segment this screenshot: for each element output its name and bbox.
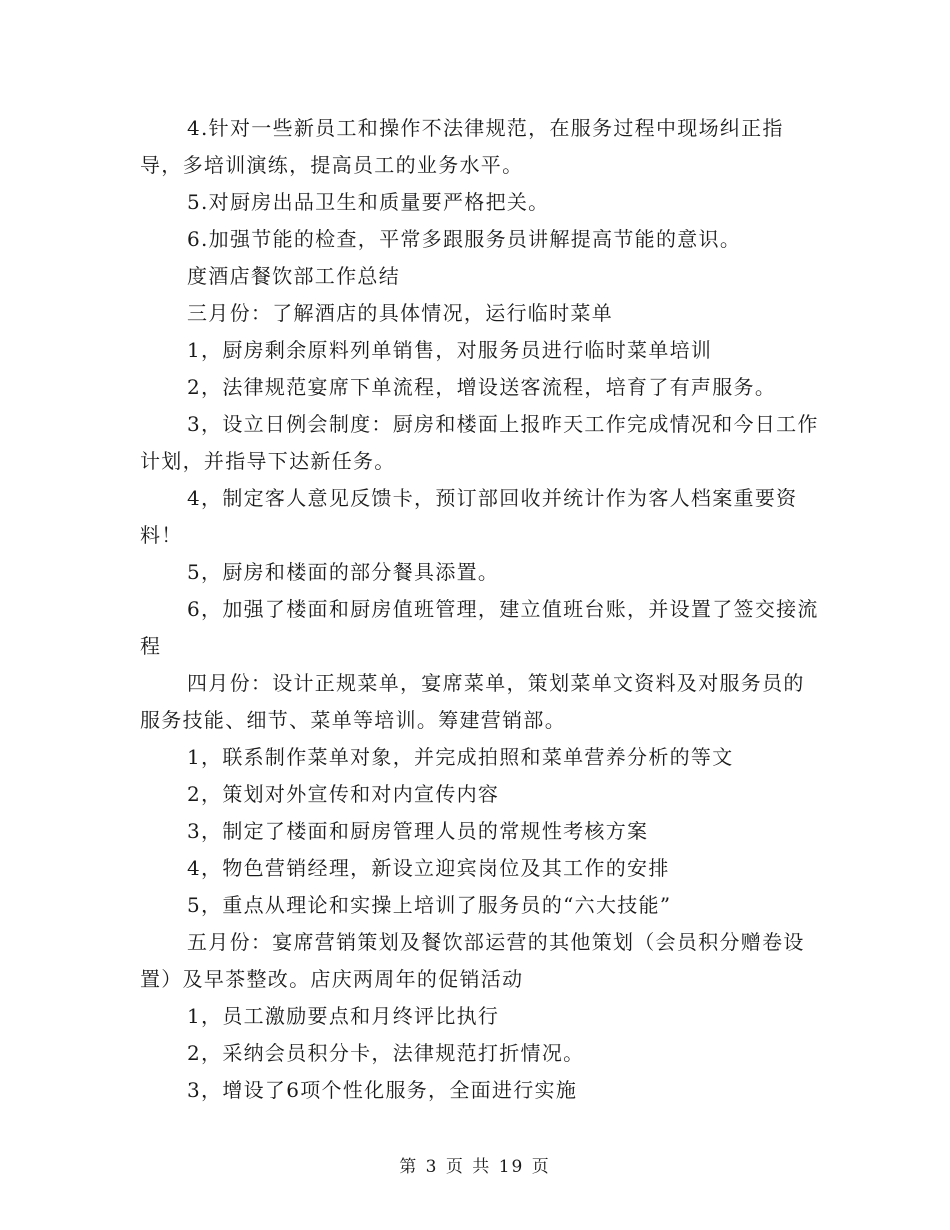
paragraph: 6，加强了楼面和厨房值班管理，建立值班台账，并设置了签交接流程: [140, 597, 819, 658]
paragraph: 3，增设了6项个性化服务，全面进行实施: [187, 1078, 578, 1102]
document-body: [140, 110, 820, 1109]
paragraph: 五月份：宴席营销策划及餐饮部运营的其他策划（会员积分赠卷设置）及早茶整改。店庆两周年的促销活动: [140, 930, 805, 991]
paragraph: 1，员工激励要点和月终评比执行: [187, 1004, 500, 1028]
paragraph: 6.加强节能的检查，平常多跟服务员讲解提高节能的意识。: [187, 227, 742, 251]
paragraph: 4.针对一些新员工和操作不法律规范，在服务过程中现场纠正指导，多培训演练，提高员工的业务水平。: [140, 116, 784, 177]
paragraph: 三月份：了解酒店的具体情况，运行临时菜单: [187, 301, 613, 325]
paragraph: 3，设立日例会制度：厨房和楼面上报昨天工作完成情况和今日工作计划，并指导下达新任务。: [140, 412, 819, 473]
paragraph: 2，采纳会员积分卡，法律规范打折情况。: [187, 1041, 585, 1065]
paragraph: 1，厨房剩余原料列单销售，对服务员进行临时菜单培训: [187, 338, 713, 362]
paragraph: 5，厨房和楼面的部分餐具添置。: [187, 560, 500, 584]
paragraph: 4，物色营销经理，新设立迎宾岗位及其工作的安排: [187, 856, 670, 880]
paragraph: 3，制定了楼面和厨房管理人员的常规性考核方案: [187, 819, 649, 843]
page-footer: 第 3 页 共 19 页: [399, 1157, 551, 1177]
paragraph: 5.对厨房出品卫生和质量要严格把关。: [187, 190, 550, 214]
paragraph: 1，联系制作菜单对象，并完成拍照和菜单营养分析的等文: [187, 745, 734, 769]
paragraph: 2，法律规范宴席下单流程，增设送客流程，培育了有声服务。: [187, 375, 777, 399]
paragraph: 4，制定客人意见反馈卡，预订部回收并统计作为客人档案重要资料！: [140, 486, 798, 547]
paragraph: 5，重点从理论和实操上培训了服务员的“六大技能”: [187, 893, 672, 917]
paragraph: 2，策划对外宣传和对内宣传内容: [187, 782, 500, 806]
section-title: 度酒店餐饮部工作总结: [187, 264, 400, 288]
paragraph: 四月份：设计正规菜单，宴席菜单，策划菜单文资料及对服务员的服务技能、细节、菜单等培训。筹建营销部。: [140, 671, 805, 732]
